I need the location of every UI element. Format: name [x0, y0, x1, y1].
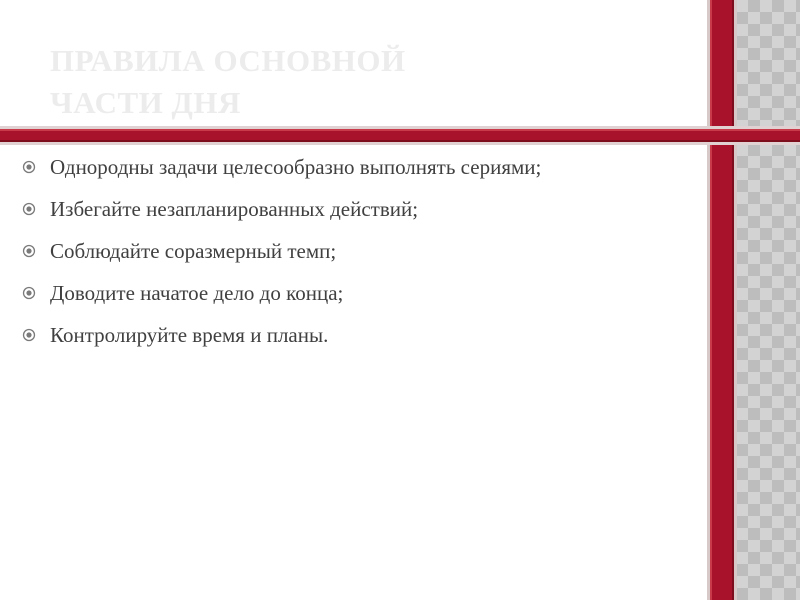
vertical-bar-edge [734, 0, 737, 600]
list-item [20, 192, 700, 226]
list-item-text: Контролируйте время и планы. [50, 323, 329, 347]
circle-bullet-icon [22, 328, 36, 342]
horizontal-bar-edge [0, 142, 800, 145]
list-item [20, 150, 700, 184]
title-line-1: ПРАВИЛА ОСНОВНОЙ [50, 43, 406, 78]
list-item-text: Однородны задачи целесообразно выполнять сериями; [50, 155, 542, 179]
list-item [20, 276, 700, 310]
circle-bullet-icon [22, 286, 36, 300]
title-line-2: ЧАСТИ ДНЯ [50, 85, 241, 120]
vertical-red-bar [710, 0, 734, 600]
circle-bullet-icon [22, 202, 36, 216]
list-item [20, 318, 700, 352]
decorative-pattern-strip [736, 0, 800, 600]
bullet-list [20, 150, 700, 360]
horizontal-red-bar [0, 129, 800, 142]
list-item-text: Соблюдайте соразмерный темп; [50, 239, 337, 263]
list-item-text: Доводите начатое дело до конца; [50, 281, 344, 305]
circle-bullet-icon [22, 160, 36, 174]
list-item-text: Избегайте незапланированных действий; [50, 197, 419, 221]
circle-bullet-icon [22, 244, 36, 258]
slide-title [50, 40, 650, 124]
list-item [20, 234, 700, 268]
